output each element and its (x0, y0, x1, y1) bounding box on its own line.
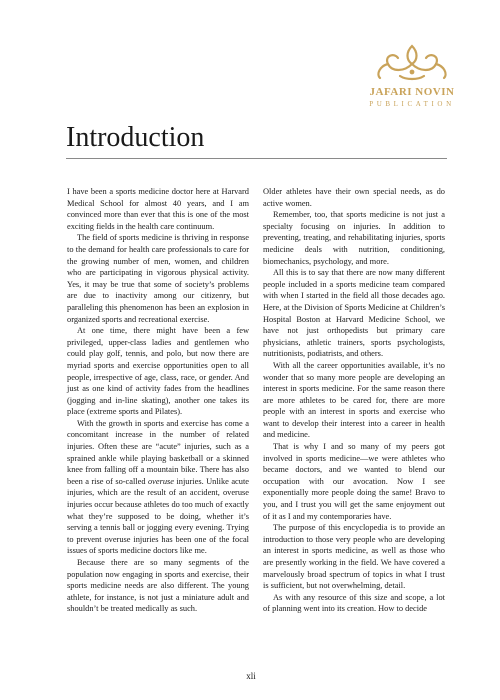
text-run: With the growth in sports and exercise has come a concomitant increase in the number of related injuries. Often these are “acute” injuries, such as a sprained ankle while playing basketball or a skinned knee from falling off a mountain bike. There has also been a rise of so-called (67, 418, 249, 486)
publisher-tagline: PUBLICATION (369, 100, 455, 108)
paragraph: All this is to say that there are now many different people included in a sports medicine team compared with when I started in the field all those decades ago. Here, at the Division of Sports Medicine at Children’s Hospital Boston at Harvard Medicine School, we have not just orthopedists but primary care physicians, athletic trainers, sports psychologists, nutritionists, podiatrists, and others. (263, 268, 445, 359)
paragraph: With all the career opportunities available, it’s no wonder that so many more people are developing an interest in sports medicine. For the same reason there are more athletes to be cared for, there are more people with an interest in sports and exercise who want to develop their interest into a career in health and medicine. (263, 360, 445, 440)
paragraph: The purpose of this encyclopedia is to provide an introduction to those very people who are developing an interest in sports medicine, as well as those who are presently working in the field. We have covered a marvelously broad spectrum of topics in what I trust is sufficient, but not overwhelming, detail. (263, 523, 445, 591)
ornament-icon (370, 42, 454, 84)
page-number: xli (246, 671, 256, 681)
publisher-logo (348, 42, 476, 114)
paragraph: That is why I and so many of my peers got involved in sports medicine—we were athletes who became doctors, and we wanted to blend our occupation with our avocation. Now I see exponentially more people doing the same! Bravo to you, and I trust you will get the same enjoyment out of it as I and my contemporaries have. (263, 442, 445, 521)
paragraph: I have been a sports medicine doctor here at Harvard Medical School for almost 40 years, and I am convinced more than ever that this is one of the most exciting fields in the health care continuum. (67, 187, 249, 231)
paragraph: Older athletes have their own special needs, as do active women. (263, 187, 445, 208)
left-column (67, 186, 249, 615)
paragraph: Remember, too, that sports medicine is not just a specialty focusing on injuries. In addition to preventing, treating, and rehabilitating injuries, sports medicine deals with nutrition, conditioning, biomechanics, psychology, and more. (263, 210, 445, 266)
title-rule (66, 158, 447, 159)
paragraph: Because there are so many segments of the population now engaging in sports and exercise, their sports medicine needs are also different. The young athlete, for instance, is not just a miniature adult and shouldn’t be treated medically as such. (67, 558, 249, 614)
paragraph (67, 418, 249, 557)
paragraph: At one time, there might have been a few privileged, upper-class ladies and gentlemen who could play golf, tennis, and polo, but now there are myriad sports and exercise opportunities open to all people, irrespective of age, class, race, or gender. And just as one kind of activity fades from the headlines (jogging and in-line skating), another one takes its place (extreme sports and Pilates). (67, 326, 249, 417)
emphasis: overuse (147, 476, 175, 486)
publisher-name: JAFARI NOVIN (369, 86, 455, 98)
paragraph: As with any resource of this size and scope, a lot of planning went into its creation. How to decide (263, 592, 445, 614)
paragraph: The field of sports medicine is thriving in response to the demand for health care professionals to care for the growing number of men, women, and children who are participating in vigorous physical activity. Yes, it may be true that some of society’s problems are due to inactivity among our citizenry, but paralleling this phenomenon has been an explosion in organized sports and recreational exercise. (67, 233, 249, 324)
chapter-title: Introduction (66, 122, 205, 153)
right-column (263, 186, 445, 615)
text-run: injuries. Unlike acute injuries, which are the result of an accident, overuse injuries occur because athletes do too much of exactly what they’re supposed to be doing, whether it’s serving a tennis ball or jogging every evening. Trying to prevent overuse injuries has been one of the focal issues of sports medicine doctors like me. (67, 476, 249, 556)
